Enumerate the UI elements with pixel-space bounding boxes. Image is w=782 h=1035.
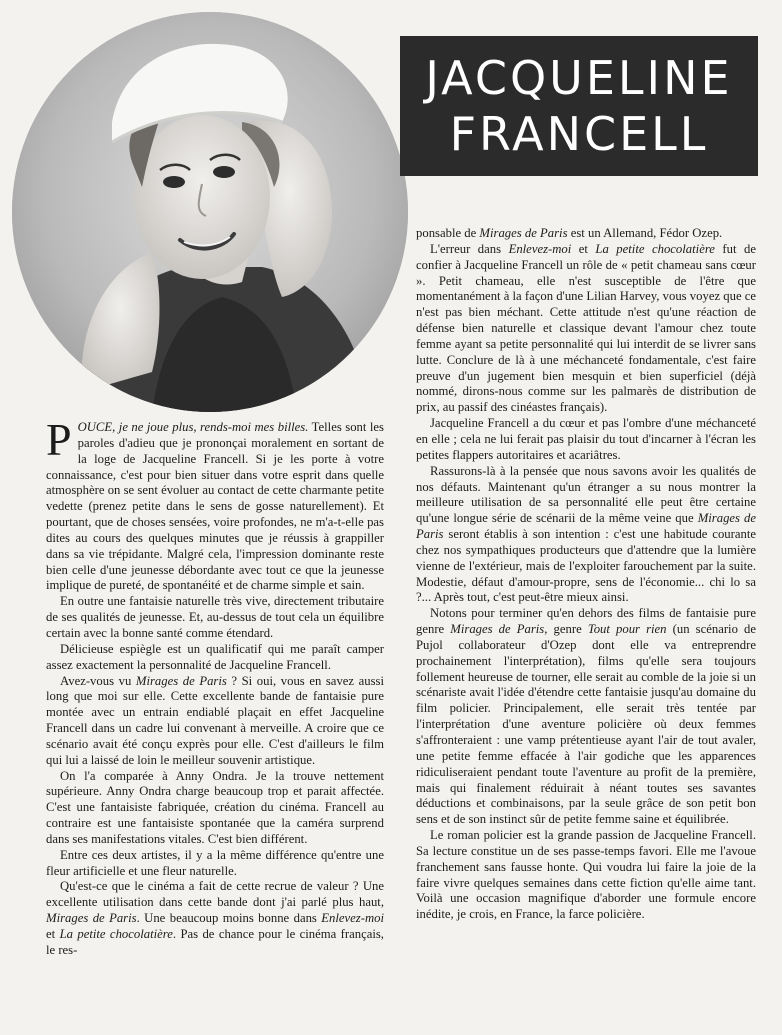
paragraph (46, 674, 384, 769)
text: L'erreur dans (430, 241, 509, 256)
paragraph (46, 879, 384, 958)
text: et (46, 927, 60, 941)
film-title: Tout pour rien (587, 622, 667, 637)
text: Rassurons-là à la pensée que nous savons avoir les qualités de nos défauts. Maintenant qu'un étranger a su nous montrer la meilleure utilisation de sa personnalité elle peut être certaine qu'une longue série de scénarii de la même veine que (416, 463, 756, 526)
film-title: Mirages de Paris (46, 911, 137, 926)
text: Notons pour terminer qu'en dehors des films de fantaisie pure genre (416, 606, 756, 637)
paragraph (416, 464, 756, 607)
dropcap: P (46, 414, 72, 465)
text: fut de confier à Jacqueline Francell un rôle de « petit chameau sans cœur ». Petit chameau, elle n'est susceptible de l'être que momentanément à la façon d'une Lilian Harvey, vous voyez que ce n'est pas bien méchant. Cette attitude n'est qu'une réaction de défense bien naturelle et classique devant l'amour chez toute femme ayant sa petite personnalité qui lui interdit de se livrer sans lutte. Conclure de là à une méchanceté fondamentale, c'est faire preuve d'un jugement bien mesquin et bien superficiel (déjà nommé, dirons-nous comme sur les palmarès de distribution de prix, au passif des cinéastes français). (416, 241, 757, 415)
text: Avez-vous vu (60, 673, 136, 688)
text: . Pas de chance pour le cinéma français, le res- (46, 927, 384, 957)
right-column (416, 226, 756, 923)
text: ? Si oui, vous en savez aussi long que moi sur elle. Cette excellente bande de fantaisie pure montée avec un entrain endiablé plaçait en effet Jacqueline Francell dans un cadre lui convenant à merveille. A croire que ce scénario avait été conçu exprès pour elle. C'est d'ailleurs le film qui lui a laissé de loin le meilleur souvenir artistique. (46, 673, 385, 767)
paragraph-text: Telles sont les paroles d'adieu que je prononçai moralement en sortant de la loge de Jacqueline Francell. Si je les porte à votre connaissance, c'est pour bien situer dans votre esprit dans quelle atmosphère on se sent évoluer au contact de cette charmante petite vedette (prenez petite dans le sens de gosse naturellement). Et pourtant, que de choses sensées, voire profondes, ne m'a-t-elle pas dites au cours des quelques minutes que je réussis à grappiller dans sa vie trépidante. Malgré cela, l'impression dominante reste bien celle d'une jeunesse débordante avec tout ce que la jeunesse implique de pureté, de spontanéité et de charme simple et sain. (46, 420, 384, 593)
film-title: Mirages de Paris (450, 622, 545, 637)
film-title: La petite chocolatière (595, 241, 715, 256)
paragraph (416, 242, 756, 416)
film-title: Mirages de Paris (479, 226, 568, 240)
left-column (46, 414, 385, 959)
lead-italic-text: OUCE, je ne joue plus, rends-moi mes billes. (77, 420, 309, 434)
film-title: Mirages de Paris (135, 673, 227, 688)
paragraph: Le roman policier est la grande passion de Jacqueline Francell. Sa lecture constitue un de ses passe-temps favori. Elle me l'avoue franchement sans fausse honte. Qui voudra lui faire la joie de la faire vivre quelques semaines dans cette fiction qu'elle aime tant. Voilà une occasion magnifique d'aborder une formule encore inédite, je crois, en France, la farce policière. (416, 828, 756, 922)
film-title: Enlevez-moi (508, 241, 572, 256)
paragraph: Jacqueline Francell a du cœur et pas l'ombre d'une méchanceté en elle ; cela ne lui ferait pas plaisir du tout d'incarner à l'écran les petites flappers autoritaires et acariâtres. (416, 416, 756, 462)
paragraph: En outre une fantaisie naturelle très vive, directement tributaire de ses qualités de jeunesse. Et, au-dessus de tout cela un équilibre certain avec la bonne santé comme étendard. (46, 594, 384, 640)
text: , genre (544, 622, 588, 637)
paragraph: Entre ces deux artistes, il y a la même différence qu'entre une fleur artificielle et une fleur naturelle. (46, 847, 384, 878)
article-title (400, 36, 758, 176)
film-title: Enlevez-moi (321, 911, 384, 926)
paragraph: On l'a comparée à Anny Ondra. Je la trouve nettement supérieure. Anny Ondra charge beaucoup trop et parait affectée. C'est une fantaisiste fabriquée, création du cinéma. Francell au contraire est une fantaisiste spontanée que la caméra surprend dans ses manifestations vitales. C'est bien différent. (46, 768, 384, 846)
portrait-photo (12, 12, 408, 412)
paragraph: Délicieuse espiègle est un qualificatif qui me paraît camper assez exactement la personnalité de Jacqueline Francell. (46, 641, 384, 672)
text: (un scénario de Pujol collaborateur d'Ozep dont elle va entreprendre prochainement l'interprétation), films qu'elle sera toujours follement heureuse de tourner, elle serait au comble de la joie si un scénariste avait l'idée d'étendre cette fantaisie jusqu'au domaine du film policier. Principalement, elle serait très tentée par l'interprétation d'une aventure policière où deux femmes s'affronteraient : une vamp prétentieuse ayant l'air de tout avaler, une petite femme effacée à l'air godiche que les apparences ridiculiseraient pendant toute l'aventure au profit de la première, mais qui finalement réduirait à néant toutes ses savantes déductions et combinaisons, par la seule grâce de son petit bon sens et de son instinct sûr de petite femme saine et équilibrée. (416, 622, 756, 827)
title-line-1: JACQUELINE (425, 51, 733, 105)
woman-portrait-icon (12, 12, 408, 412)
film-title: La petite chocolatière (59, 927, 173, 941)
paragraph (416, 606, 756, 828)
title-line-2: FRANCELL (449, 107, 709, 161)
text: . Une beaucoup moins bonne dans (136, 911, 322, 926)
text: seront établis à son intention : c'est une habitude courante chez nos sympathiques producteurs que d'attendre que la lumière vienne de l'extérieur, mais de l'exploiter farouchement par la suite. Modestie, défaut d'amour-propre, sens de l'économie... chi lo sa ?... Après tout, c'est peut-être mieux ainsi. (416, 527, 756, 605)
text: ponsable de (416, 226, 480, 240)
paragraph-continued (416, 226, 756, 242)
text: et (571, 241, 596, 256)
lead-paragraph (46, 414, 384, 594)
film-title: Mirages de Paris (416, 511, 757, 542)
text: Qu'est-ce que le cinéma a fait de cette recrue de valeur ? Une excellente utilisation dans cette bande dont j'ai parlé plus haut, (46, 879, 384, 910)
text: est un Allemand, Fédor Ozep. (567, 226, 723, 240)
